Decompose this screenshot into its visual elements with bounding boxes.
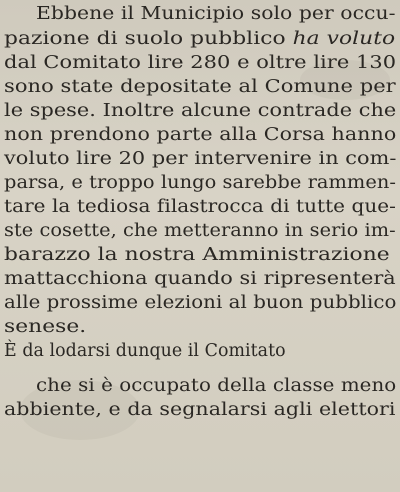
text-line: abbiente, e da segnalarsi agli elettori: [4, 400, 396, 420]
text-line: sono state depositate al Comune per: [4, 77, 396, 97]
text-line: mattacchiona quando si ripresenterà: [4, 269, 396, 289]
text-line: voluto lire 20 per intervenire in com-: [4, 149, 397, 169]
text-line: le spese. Inoltre alcune contrade che: [4, 101, 397, 121]
text-line: pazione di suolo pubblico ha voluto: [4, 29, 396, 49]
text-line: alle prossime elezioni al buon pubblico: [4, 293, 397, 313]
text-line: Ebbene il Municipio solo per occu-: [36, 4, 396, 24]
text-line: che si è occupato della classe meno: [36, 376, 397, 396]
text-line: ste cosette, che metteranno in serio im-: [4, 221, 396, 241]
text-line: barazzo la nostra Amministrazione: [4, 245, 390, 265]
italic-phrase: ha voluto: [292, 29, 396, 49]
text-line: dal Comitato lire 280 e oltre lire 130: [4, 53, 397, 73]
text-line: parsa, e troppo lungo sarebbe rammen-: [4, 173, 396, 193]
text-line: tare la tediosa filastrocca di tutte que-: [4, 197, 396, 217]
text-line: È da lodarsi dunque il Comitato: [4, 341, 286, 361]
text-line: non prendono parte alla Corsa hanno: [4, 125, 397, 145]
text-line: senese.: [4, 317, 87, 337]
